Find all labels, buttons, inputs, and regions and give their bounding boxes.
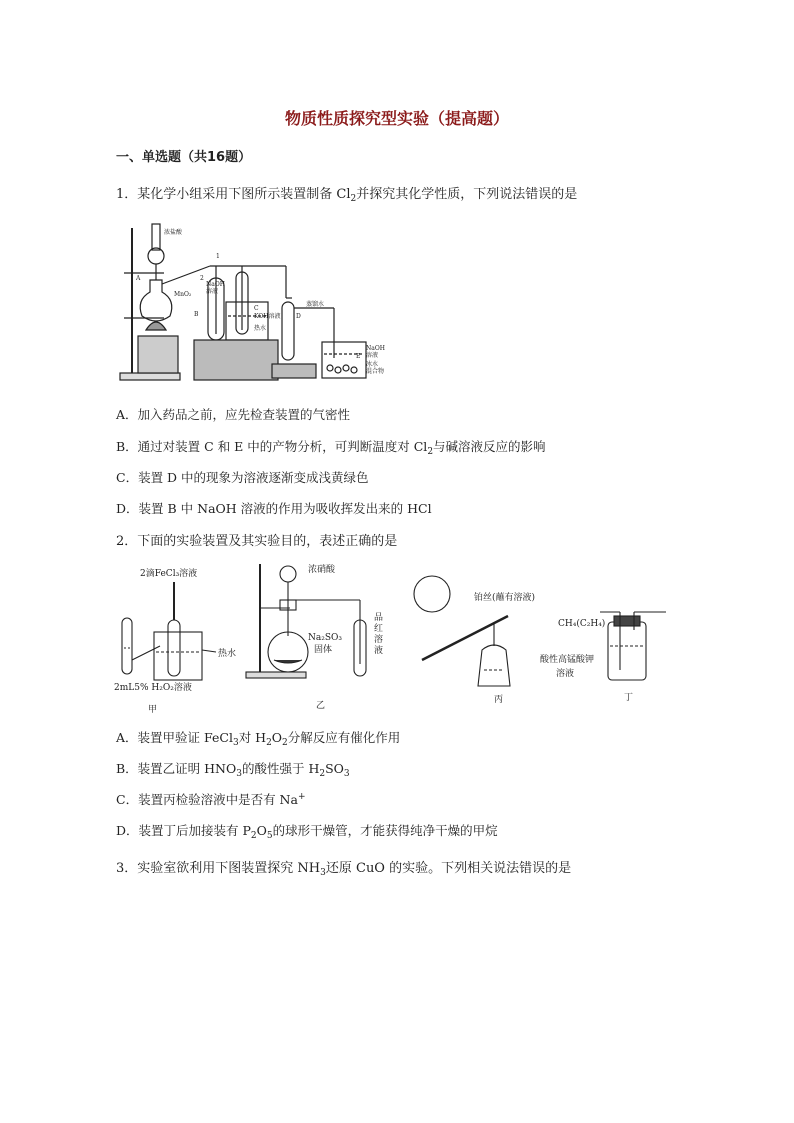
q2-label-fecl3: 2滴FeCl₃溶液 (140, 569, 198, 579)
page-title: 物质性质探究型实验（提高题） (284, 109, 509, 128)
q1-option-b: B．通过对装置 C 和 E 中的产物分析，可判断温度对 $Cl_2$与碱溶液反应的影响 (116, 439, 546, 457)
q2-label-yi: 乙 (316, 701, 326, 711)
question-1-apparatus-figure (116, 218, 396, 386)
question-3-stem: 3．实验室欲利用下图装置探究 $NH_3$还原 CuO 的实验。下列相关说法错误的是 (116, 861, 572, 878)
q2-label-ding: 丁 (624, 693, 634, 703)
q1-label-hot-water: 热水 (254, 325, 267, 332)
question-2-stem: 2．下面的实验装置及其实验目的，表述正确的是 (116, 534, 398, 549)
q2-option-c: C．装置丙检验溶液中是否有 Na+ (116, 792, 306, 807)
q2-label-h2o2: 2mL5% H₂O₂溶液 (114, 683, 192, 693)
q1-label-distilled: 蒸馏水 (306, 301, 325, 308)
question-2-apparatus-figure (110, 560, 672, 716)
q1-label-mno2: MnO₂ (174, 291, 192, 298)
q1-label-E: E (356, 353, 361, 360)
q2-label-pinhong-2: 红 (374, 624, 384, 634)
q1-option-d: D．装置 B 中 NaOH 溶液的作用为吸收挥发出来的 HCl (116, 501, 432, 516)
q2-label-pinhong-3: 溶 (374, 635, 384, 645)
q1-label-solution: 溶液 (206, 288, 219, 295)
q1-label-icewater: 冰水 (366, 361, 379, 368)
q2-label-bing: 丙 (494, 695, 504, 705)
q1-label-koh: KOH溶液 (254, 313, 281, 320)
q2-label-pinhong-1: 品 (374, 613, 384, 623)
q1-label-D: D (296, 313, 301, 320)
q1-option-a: A．加入药品之前，应先检查装置的气密性 (116, 407, 351, 422)
q2-label-hot-water: 热水 (218, 649, 237, 659)
q2-option-d: D．装置丁后加接装有 $P_2O_5$的球形干燥管，才能获得纯净干燥的甲烷 (116, 823, 498, 841)
q1-label-conc-hcl: 浓盐酸 (164, 229, 183, 236)
q2-label-hno3: 浓硝酸 (308, 565, 336, 575)
q1-label-1: 1 (216, 253, 220, 260)
q1-label-solution2: 溶液 (366, 352, 379, 359)
q1-option-c: C．装置 D 中的现象为溶液逐渐变成浅黄绿色 (116, 470, 369, 485)
q2-label-ptwire: 铂丝(蘸有溶液) (474, 593, 536, 603)
q2-label-kmno4: 酸性高锰酸钾 (540, 655, 595, 665)
q2-label-ch4: CH₄(C₂H₄) (558, 619, 606, 629)
q2-label-na2so3: Na₂SO₃ (308, 633, 343, 643)
q1-label-naoh2: NaOH (366, 345, 385, 352)
q1-label-naoh: NaOH (206, 281, 225, 288)
q2-label-solid: 固体 (314, 645, 333, 655)
q1-label-A: A (136, 275, 141, 282)
q2-label-kmno4b: 溶液 (556, 669, 575, 679)
q2-option-a: A．装置甲验证 FeCl$_3$对 $H_2O_2$分解反应有催化作用 (116, 730, 401, 748)
section-heading: 一、单选题（共16题） (116, 150, 252, 165)
question-1-stem: 1．某化学小组采用下图所示装置制备 $Cl_2$并探究其化学性质，下列说法错误的是 (116, 187, 578, 204)
q1-label-C: C (254, 305, 259, 312)
q1-label-B: B (194, 311, 199, 318)
q2-option-b: B．装置乙证明 $HNO_3$的酸性强于 $H_2SO_3$ (116, 761, 350, 779)
q2-label-jia: 甲 (148, 705, 158, 715)
q2-label-pinhong-4: 液 (374, 646, 384, 656)
q1-label-mixture: 混合物 (366, 368, 385, 375)
q1-label-2: 2 (200, 275, 204, 282)
